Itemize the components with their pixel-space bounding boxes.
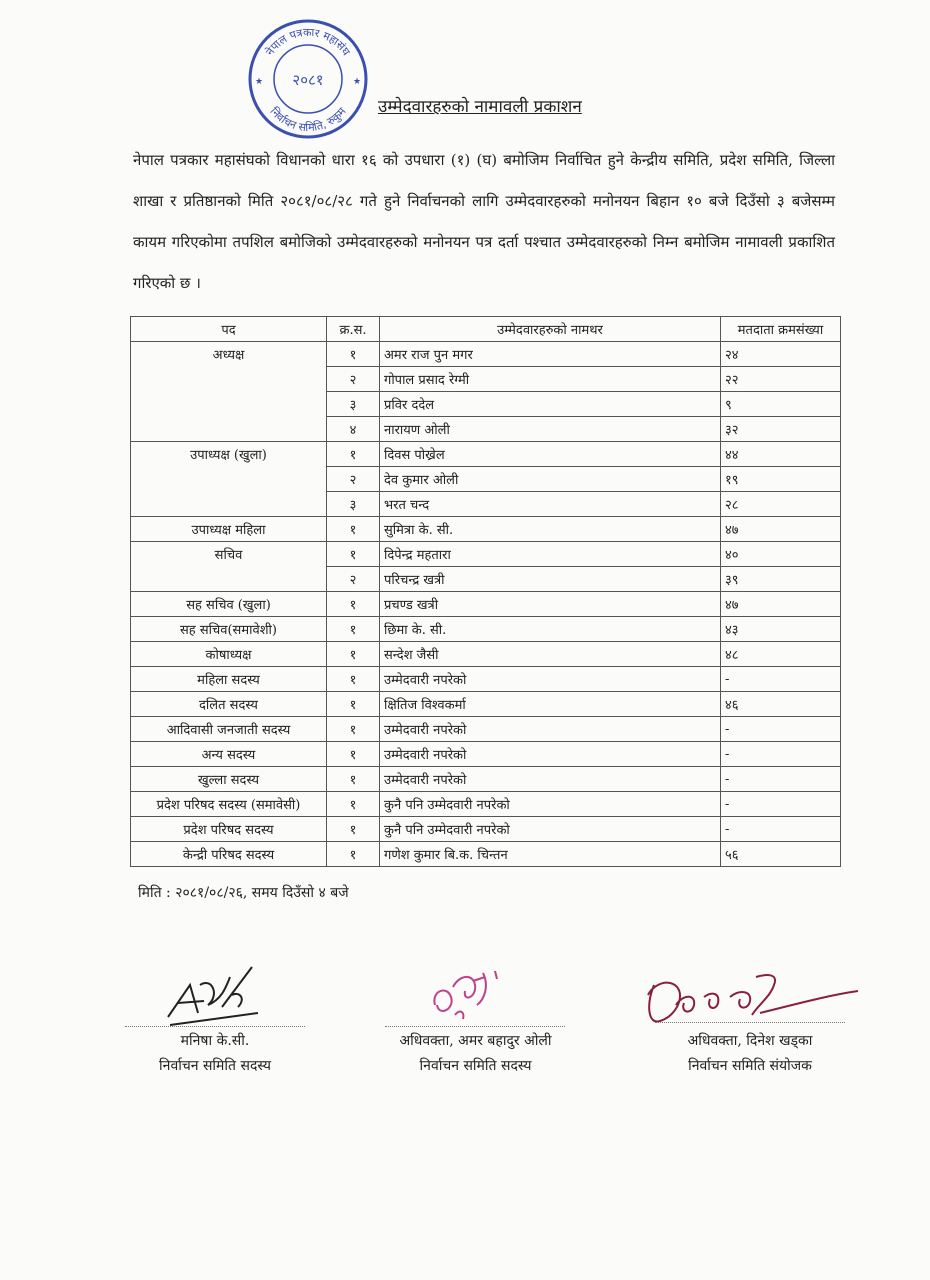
post-cell: प्रदेश परिषद सदस्य (131, 817, 327, 842)
voter-number-cell: २८ (721, 492, 841, 517)
candidate-name-cell: भरत चन्द (380, 492, 721, 517)
header-serial: क्र.स. (327, 317, 380, 342)
voter-number-cell: ४८ (721, 642, 841, 667)
candidate-name-cell: सुमित्रा के. सी. (380, 517, 721, 542)
candidate-name-cell: अमर राज पुन मगर (380, 342, 721, 367)
signature-right (640, 965, 860, 1030)
serial-cell: ४ (327, 417, 380, 442)
voter-number-cell: ४७ (721, 592, 841, 617)
table-header-row (131, 317, 841, 342)
signatory-3-role: निर्वाचन समिति संयोजक (688, 1058, 812, 1074)
candidate-name-cell: उम्मेदवारी नपरेको (380, 742, 721, 767)
voter-number-cell: - (721, 667, 841, 692)
candidate-name-cell: उम्मेदवारी नपरेको (380, 767, 721, 792)
candidate-name-cell: कुनै पनि उम्मेदवारी नपरेको (380, 817, 721, 842)
table-row (131, 617, 841, 642)
post-cell: प्रदेश परिषद सदस्य (समावेसी) (131, 792, 327, 817)
voter-number-cell: - (721, 792, 841, 817)
candidate-name-cell: प्रविर ददेल (380, 392, 721, 417)
post-cell: अन्य सदस्य (131, 742, 327, 767)
serial-cell: १ (327, 542, 380, 567)
header-candidate-name: उम्मेदवारहरुको नामथर (380, 317, 721, 342)
voter-number-cell: ४४ (721, 442, 841, 467)
serial-cell: १ (327, 642, 380, 667)
post-cell: आदिवासी जनजाती सदस्य (131, 717, 327, 742)
serial-cell: १ (327, 767, 380, 792)
post-cell: सचिव (131, 542, 327, 592)
table-row (131, 667, 841, 692)
candidate-name-cell: गोपाल प्रसाद रेग्मी (380, 367, 721, 392)
serial-cell: १ (327, 717, 380, 742)
voter-number-cell: २२ (721, 367, 841, 392)
serial-cell: १ (327, 742, 380, 767)
star-icon: ★ (353, 77, 362, 87)
voter-number-cell: - (721, 767, 841, 792)
table-row (131, 842, 841, 867)
table-row (131, 442, 841, 467)
candidate-name-cell: दिवस पोख्रेल (380, 442, 721, 467)
post-cell: अध्यक्ष (131, 342, 327, 442)
serial-cell: २ (327, 367, 380, 392)
table-body (131, 342, 841, 867)
signatory-1-name: मनिषा के.सी. (180, 1033, 250, 1049)
post-cell: केन्द्री परिषद सदस्य (131, 842, 327, 867)
candidate-name-cell: गणेश कुमार बि.क. चिन्तन (380, 842, 721, 867)
serial-cell: २ (327, 567, 380, 592)
signatory-2-role: निर्वाचन समिति सदस्य (419, 1058, 532, 1074)
stamp-bottom-text: निर्वाचन समिति, रुकुम (267, 104, 349, 135)
page-title: उम्मेदवारहरुको नामावली प्रकाशन (378, 97, 582, 117)
signatory-3-name: अधिवक्ता, दिनेश खड्का (687, 1033, 813, 1049)
voter-number-cell: - (721, 817, 841, 842)
signature-middle (425, 965, 515, 1030)
serial-cell: १ (327, 667, 380, 692)
candidate-name-cell: दिपेन्द्र महतारा (380, 542, 721, 567)
stamp-year: २०८१ (292, 71, 324, 89)
signatory-1-role: निर्वाचन समिति सदस्य (159, 1058, 271, 1074)
table-row (131, 817, 841, 842)
signature-left (160, 955, 270, 1035)
intro-paragraph: नेपाल पत्रकार महासंघको विधानको धारा १६ को उपधारा (१) (घ) बमोजिम निर्वाचित हुने केन्द्रीय समिति, प्रदेश समिति, जिल्ला शाखा र प्रतिष्ठानको मिति २०८१/०८/२८ गते हुने निर्वाचनको लागि उम्मेदवारहरुको मनोनयन बिहान १० बजे दिउँसो ३ बजेसम्म कायम गरिएकोमा तपशिल बमोजिको उम्मेदवारहरुको मनोनयन पत्र दर्ता पश्चात उम्मेदवारहरुको निम्न बमोजिम नामावली प्रकाशित गरिएको छ । (133, 151, 835, 292)
candidate-name-cell: कुनै पनि उम्मेदवारी नपरेको (380, 792, 721, 817)
serial-cell: १ (327, 592, 380, 617)
table-row (131, 767, 841, 792)
table-row (131, 642, 841, 667)
voter-number-cell: १९ (721, 467, 841, 492)
voter-number-cell: - (721, 717, 841, 742)
candidate-name-cell: प्रचण्ड खत्री (380, 592, 721, 617)
serial-cell: १ (327, 442, 380, 467)
voter-number-cell: ४६ (721, 692, 841, 717)
header-post: पद (131, 317, 327, 342)
stamp-ring-text: नेपाल पत्रकार महासंघ (263, 25, 353, 58)
voter-number-cell: - (721, 742, 841, 767)
table-row (131, 542, 841, 567)
candidate-name-cell: देव कुमार ओली (380, 467, 721, 492)
post-cell: खुल्ला सदस्य (131, 767, 327, 792)
header-voter-number: मतदाता क्रमसंख्या (721, 317, 841, 342)
candidate-name-cell: क्षितिज विश्वकर्मा (380, 692, 721, 717)
serial-cell: १ (327, 792, 380, 817)
serial-cell: १ (327, 842, 380, 867)
voter-number-cell: ४३ (721, 617, 841, 642)
serial-cell: ३ (327, 492, 380, 517)
table-row (131, 342, 841, 367)
serial-cell: १ (327, 692, 380, 717)
candidate-name-cell: परिचन्द्र खत्री (380, 567, 721, 592)
post-cell: उपाध्यक्ष महिला (131, 517, 327, 542)
candidate-name-cell: नारायण ओली (380, 417, 721, 442)
voter-number-cell: ३२ (721, 417, 841, 442)
serial-cell: २ (327, 467, 380, 492)
candidate-name-cell: उम्मेदवारी नपरेको (380, 667, 721, 692)
committee-stamp (247, 18, 369, 140)
voter-number-cell: ३९ (721, 567, 841, 592)
voter-number-cell: ५६ (721, 842, 841, 867)
star-icon: ★ (255, 77, 264, 87)
serial-cell: १ (327, 617, 380, 642)
voter-number-cell: ९ (721, 392, 841, 417)
candidate-name-cell: छिमा के. सी. (380, 617, 721, 642)
serial-cell: १ (327, 817, 380, 842)
signatory-2-name: अधिवक्ता, अमर बहादुर ओली (399, 1033, 552, 1049)
serial-cell: १ (327, 342, 380, 367)
table-row (131, 517, 841, 542)
post-cell: सह सचिव (खुला) (131, 592, 327, 617)
post-cell: उपाध्यक्ष (खुला) (131, 442, 327, 517)
table-row (131, 792, 841, 817)
voter-number-cell: ४७ (721, 517, 841, 542)
serial-cell: १ (327, 517, 380, 542)
candidate-name-cell: उम्मेदवारी नपरेको (380, 717, 721, 742)
date-line: मिति : २०८१/०८/२६, समय दिउँसो ४ बजे (138, 885, 349, 901)
table-row (131, 742, 841, 767)
post-cell: महिला सदस्य (131, 667, 327, 692)
table-row (131, 692, 841, 717)
table-row (131, 717, 841, 742)
candidates-table (130, 316, 841, 867)
post-cell: कोषाध्यक्ष (131, 642, 327, 667)
voter-number-cell: २४ (721, 342, 841, 367)
table-row (131, 592, 841, 617)
candidate-name-cell: सन्देश जैसी (380, 642, 721, 667)
serial-cell: ३ (327, 392, 380, 417)
post-cell: सह सचिव(समावेशी) (131, 617, 327, 642)
post-cell: दलित सदस्य (131, 692, 327, 717)
voter-number-cell: ४० (721, 542, 841, 567)
